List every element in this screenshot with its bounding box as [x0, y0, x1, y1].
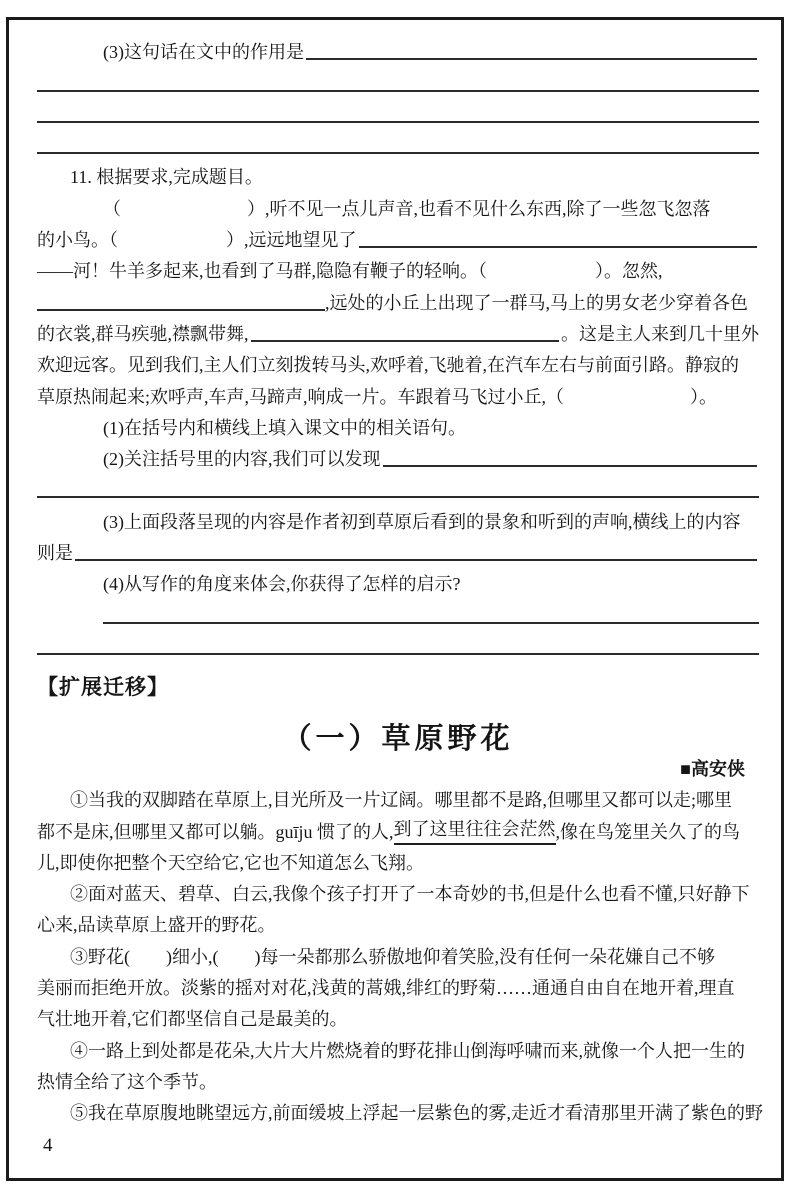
answer-rule-line: [37, 65, 759, 96]
para3-line: [37, 970, 759, 1001]
q11-passage-line: [37, 253, 759, 284]
text-segment: 热情全给了这个季节。: [37, 1071, 217, 1092]
text-segment: ④一路上到处都是花朵,大片大片燃烧着的野花排山倒海呼啸而来,就像一个人把一生的: [70, 1040, 745, 1061]
answer-blank-rule: [37, 120, 759, 123]
answer-blank: [306, 57, 757, 60]
text-segment: ,远处的小丘上出现了一群马,马上的男女老少穿着各色: [325, 292, 748, 313]
text-segment: (3)这句话在文中的作用是: [103, 42, 304, 63]
answer-blank-rule: [37, 652, 759, 655]
q11-passage-line: [37, 316, 759, 347]
para4-line: [37, 1032, 759, 1063]
answer-rule-line: [37, 472, 759, 503]
answer-blank-rule: [37, 89, 759, 92]
text-segment: 都不是床,但哪里又都可以躺。guīju 惯了的人,: [37, 821, 394, 842]
q11-passage-line: [37, 222, 759, 253]
q11-sub1-line: [37, 410, 759, 441]
q11-sub2-line: [37, 441, 759, 472]
para1-line: [37, 813, 759, 844]
para1-line: [37, 782, 759, 813]
answer-rule-line: [37, 629, 759, 660]
para4-line: [37, 1064, 759, 1095]
para2-line: [37, 907, 759, 938]
q3-prompt-line: [37, 34, 759, 65]
answer-blank-rule: [37, 495, 759, 498]
answer-rule-line: [37, 597, 759, 628]
text-segment: 心来,品读草原上盛开的野花。: [37, 915, 276, 936]
para2-line: [37, 876, 759, 907]
text-segment: (3)上面段落呈现的内容是作者初到草原后看到的景象和听到的声响,横线上的内容: [103, 511, 741, 532]
para3-line: [37, 938, 759, 969]
text-segment: 欢迎远客。见到我们,主人们立刻拨转马头,欢呼着,飞驰着,在汽车左右与前面引路。静寂的: [37, 355, 739, 376]
text-segment: 美丽而拒绝开放。淡紫的摇对对花,浅黄的蒿娥,绯红的野菊……通通自由自在地开着,理直: [37, 978, 735, 999]
q11-sub3-continued-line: [37, 535, 759, 566]
text-segment: 的小鸟。（ ）,远远地望见了: [37, 230, 357, 251]
para1-line: [37, 845, 759, 876]
text-segment: 气壮地开着,它们都坚信自己是最美的。: [37, 1009, 348, 1030]
text-segment: ③野花( )细小,( )每一朵都那么骄傲地仰着笑脸,没有任何一朵花嫌自己不够: [70, 946, 715, 967]
para5-line: [37, 1095, 763, 1126]
q11-passage-line: [37, 190, 759, 221]
section-header: [37, 660, 759, 700]
q11-sub4-line: [37, 566, 759, 597]
q11-passage-line: [37, 347, 759, 378]
text-segment: 。这是主人来到几十里外: [561, 323, 759, 344]
text-segment: ①当我的双脚踏在草原上,目光所及一片辽阔。哪里都不是路,但哪里又都可以走;哪里: [70, 790, 732, 811]
text-segment: ②面对蓝天、碧草、白云,我像个孩子打开了一本奇妙的书,但是什么也看不懂,只好静下: [70, 884, 750, 905]
underlined-phrase: 到了这里往往会茫然: [394, 817, 556, 845]
text-segment: (2)关注括号里的内容,我们可以发现: [103, 449, 381, 470]
text-segment: 则是: [37, 543, 73, 564]
document-frame: [6, 17, 784, 1181]
answer-blank: [383, 464, 758, 467]
text-segment: 11. 根据要求,完成题目。: [70, 167, 263, 188]
text-segment: ,像在鸟笼里关久了的鸟: [555, 821, 741, 842]
text-segment: (1)在括号内和横线上填入课文中的相关语句。: [103, 417, 466, 438]
q11-sub3-line: [37, 503, 759, 534]
text-segment: 4: [43, 1134, 53, 1156]
text-segment: 草原热闹起来;欢呼声,车声,马蹄声,响成一片。车跟着马飞过小丘,（ ）。: [37, 386, 717, 407]
answer-blank: [75, 558, 757, 561]
answer-blank: [359, 245, 758, 248]
reading-author: [37, 752, 759, 782]
answer-blank-rule: [37, 151, 759, 154]
text-segment: ■高安侠: [680, 758, 745, 779]
para3-line: [37, 1001, 759, 1032]
text-segment: 的衣裳,群马疾驰,襟飘带舞,: [37, 323, 249, 344]
answer-rule-line: [37, 128, 759, 159]
text-segment: （ ）,听不见一点儿声音,也看不见什么东西,除了一些忽飞忽落: [103, 198, 711, 219]
q11-passage-line: [37, 378, 759, 409]
text-segment: (4)从写作的角度来体会,你获得了怎样的启示?: [103, 574, 461, 595]
answer-blank-rule: [103, 621, 759, 624]
answer-rule-line: [37, 97, 759, 128]
page-number: [37, 1126, 759, 1164]
answer-blank: [37, 308, 325, 311]
q11-passage-line: [37, 284, 759, 315]
answer-blank: [251, 339, 560, 342]
text-segment: 【扩展迁移】: [37, 674, 169, 699]
text-segment: ——河！牛羊多起来,也看到了马群,隐隐有鞭子的轻响。（ ）。忽然,: [37, 261, 663, 282]
reading-title: [37, 700, 759, 755]
text-segment: 儿,即使你把整个天空给它,它也不知道怎么飞翔。: [37, 852, 424, 873]
text-segment: ⑤我在草原腹地眺望远方,前面缓坡上浮起一层紫色的雾,走近才看清那里开满了紫色的野: [70, 1103, 763, 1124]
text-segment: （一）草原野花: [282, 722, 514, 755]
q11-heading-line: [37, 159, 759, 190]
